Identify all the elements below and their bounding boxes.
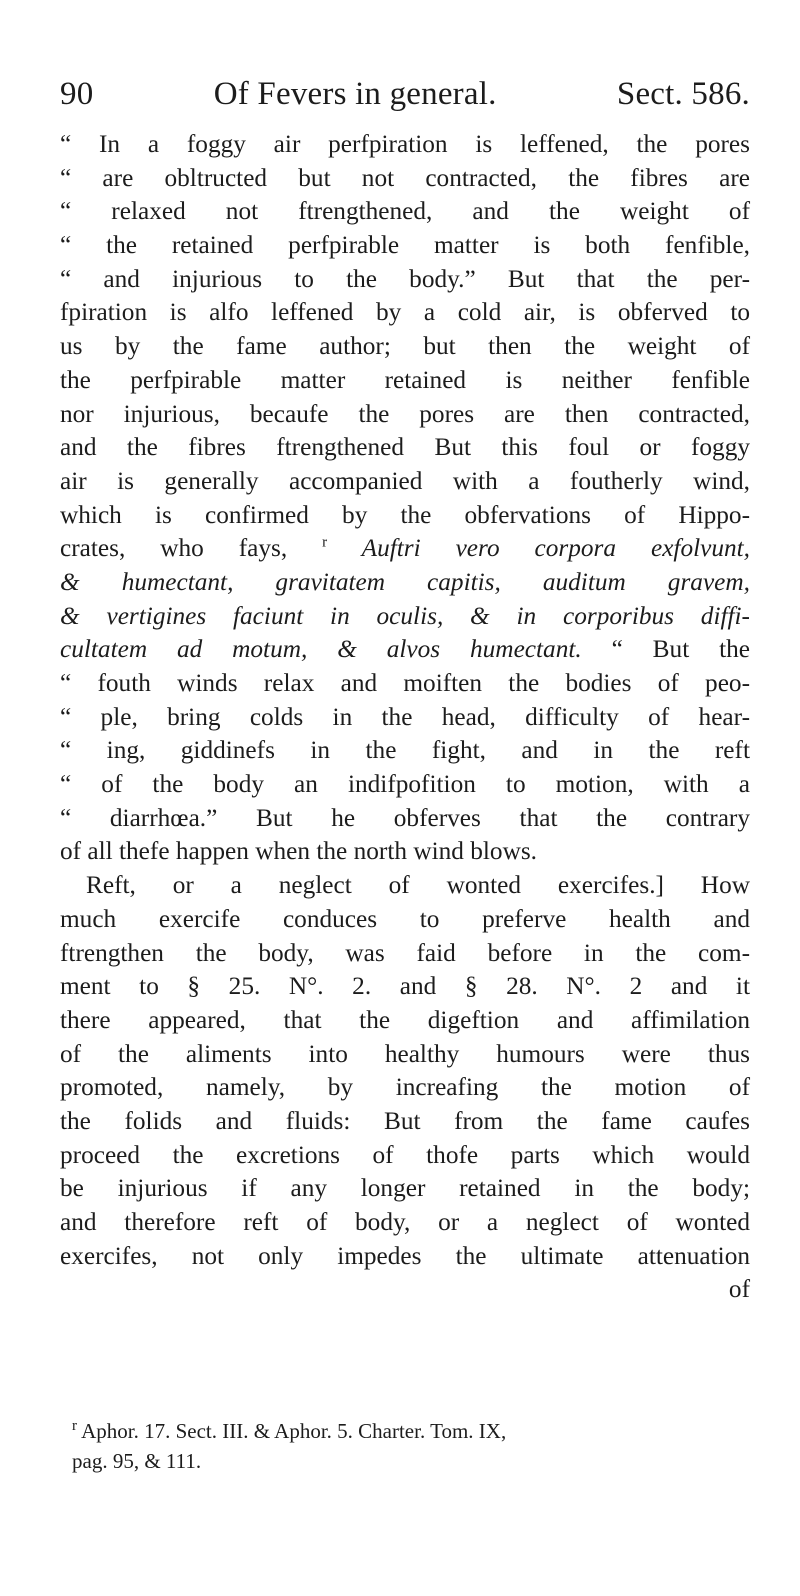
text-run: & vertigines faciunt in oculis, & in corporibus diffi-	[60, 601, 750, 630]
text-line	[60, 1172, 750, 1206]
text-line	[60, 499, 750, 533]
text-run: “ of the body an indifpofition to motion, with a	[60, 770, 750, 799]
text-line	[60, 1105, 750, 1139]
text-line	[60, 532, 750, 566]
footnote	[72, 1416, 742, 1476]
text-line	[60, 835, 750, 869]
body-text	[60, 128, 750, 1307]
footnote-line: pag. 95, & 111.	[72, 1449, 202, 1473]
text-run: of all thefe happen when the north wind blows.	[60, 837, 538, 866]
text-run: “ But the	[581, 635, 751, 664]
text-line	[60, 600, 750, 634]
text-run: crates, who fays,	[60, 534, 323, 563]
text-line	[60, 162, 750, 196]
text-run: Auftri vero corpora exfolvunt,	[327, 534, 750, 563]
text-line	[60, 1240, 750, 1274]
text-run: exercifes, not only impedes the ultimate attenuation	[60, 1241, 750, 1270]
text-line	[60, 1004, 750, 1038]
text-line	[60, 330, 750, 364]
text-line	[60, 364, 750, 398]
footnote-marker: r	[72, 1418, 77, 1434]
text-line	[60, 768, 750, 802]
text-line	[60, 869, 750, 903]
text-run: “ and injurious to the body.” But that the per-	[60, 264, 750, 293]
text-line	[60, 937, 750, 971]
text-run: “ In a foggy air perfpiration is leffened, the pores	[60, 130, 750, 158]
text-run: “ ple, bring colds in the head, difficulty of hear-	[60, 702, 750, 731]
text-line	[60, 701, 750, 735]
text-line	[60, 1206, 750, 1240]
text-run: of the aliments into healthy humours were thus	[60, 1039, 750, 1068]
text-run: proceed the excretions of thofe parts which would	[60, 1140, 750, 1169]
footnote-reference: r	[322, 534, 328, 551]
text-line	[60, 296, 750, 330]
text-run: “ diarrhœa.” But he obferves that the contrary	[60, 803, 750, 832]
text-run: which is confirmed by the obfervations of Hippo-	[60, 500, 750, 529]
text-line	[60, 229, 750, 263]
text-line	[60, 734, 750, 768]
text-run: air is generally accompanied with a foutherly wind,	[60, 466, 750, 495]
running-title: Of Fevers in general.	[213, 76, 497, 112]
text-line	[60, 1071, 750, 1105]
page-number: 90	[60, 76, 94, 112]
text-line	[60, 128, 750, 162]
text-line	[60, 802, 750, 836]
text-run: and the fibres ftrengthened But this foul or foggy	[60, 433, 750, 462]
text-run: much exercife conduces to preferve health and	[60, 904, 750, 933]
text-run: “ relaxed not ftrengthened, and the weight of	[60, 197, 750, 226]
text-run: the folids and fluids: But from the fame caufes	[60, 1106, 750, 1135]
text-run: ment to § 25. N°. 2. and § 28. N°. 2 and it	[60, 972, 750, 1001]
text-run: there appeared, that the digeftion and affimilation	[60, 1005, 750, 1034]
text-run: nor injurious, becaufe the pores are then contracted,	[60, 399, 750, 428]
text-line	[60, 263, 750, 297]
text-run: the perfpirable matter retained is neither fenfible	[60, 365, 750, 394]
text-run: of	[728, 1275, 750, 1304]
text-line	[60, 566, 750, 600]
text-line	[60, 195, 750, 229]
text-run: be injurious if any longer retained in the body;	[60, 1174, 750, 1203]
text-line	[60, 903, 750, 937]
text-run: & humectant, gravitatem capitis, auditum gravem,	[60, 567, 750, 596]
text-line	[60, 1038, 750, 1072]
text-line	[60, 970, 750, 1004]
text-line	[60, 465, 750, 499]
footnote-line: $^r$ Aphor. 17. Sect. III. & Aphor. 5. Charter. Tom. IX,	[72, 1418, 507, 1443]
text-line	[60, 1273, 750, 1307]
text-line	[60, 1139, 750, 1173]
running-header	[60, 76, 750, 113]
text-run: Reft, or a neglect of wonted exercifes.] How	[86, 871, 750, 900]
text-run: ftrengthen the body, was faid before in the com-	[60, 938, 750, 967]
text-line	[60, 633, 750, 667]
text-line	[60, 431, 750, 465]
text-run: “ fouth winds relax and moiften the bodies of peo-	[60, 669, 750, 697]
section-number: Sect. 586.	[616, 76, 750, 112]
text-run: and therefore reft of body, or a neglect of wonted	[60, 1208, 750, 1236]
text-run: “ are obltructed but not contracted, the fibres are	[60, 163, 750, 192]
text-run: us by the fame author; but then the weight of	[60, 332, 750, 361]
text-line	[60, 398, 750, 432]
text-run: cultatem ad motum, & alvos humectant.	[60, 635, 582, 664]
text-run: fpiration is alfo leffened by a cold air, is obferved to	[60, 298, 750, 327]
text-line	[60, 667, 750, 701]
text-run: “ ing, giddinefs in the fight, and in the reft	[60, 736, 750, 765]
text-run: promoted, namely, by increafing the motion of	[60, 1073, 750, 1102]
text-run: “ the retained perfpirable matter is both fenfible,	[60, 231, 750, 260]
